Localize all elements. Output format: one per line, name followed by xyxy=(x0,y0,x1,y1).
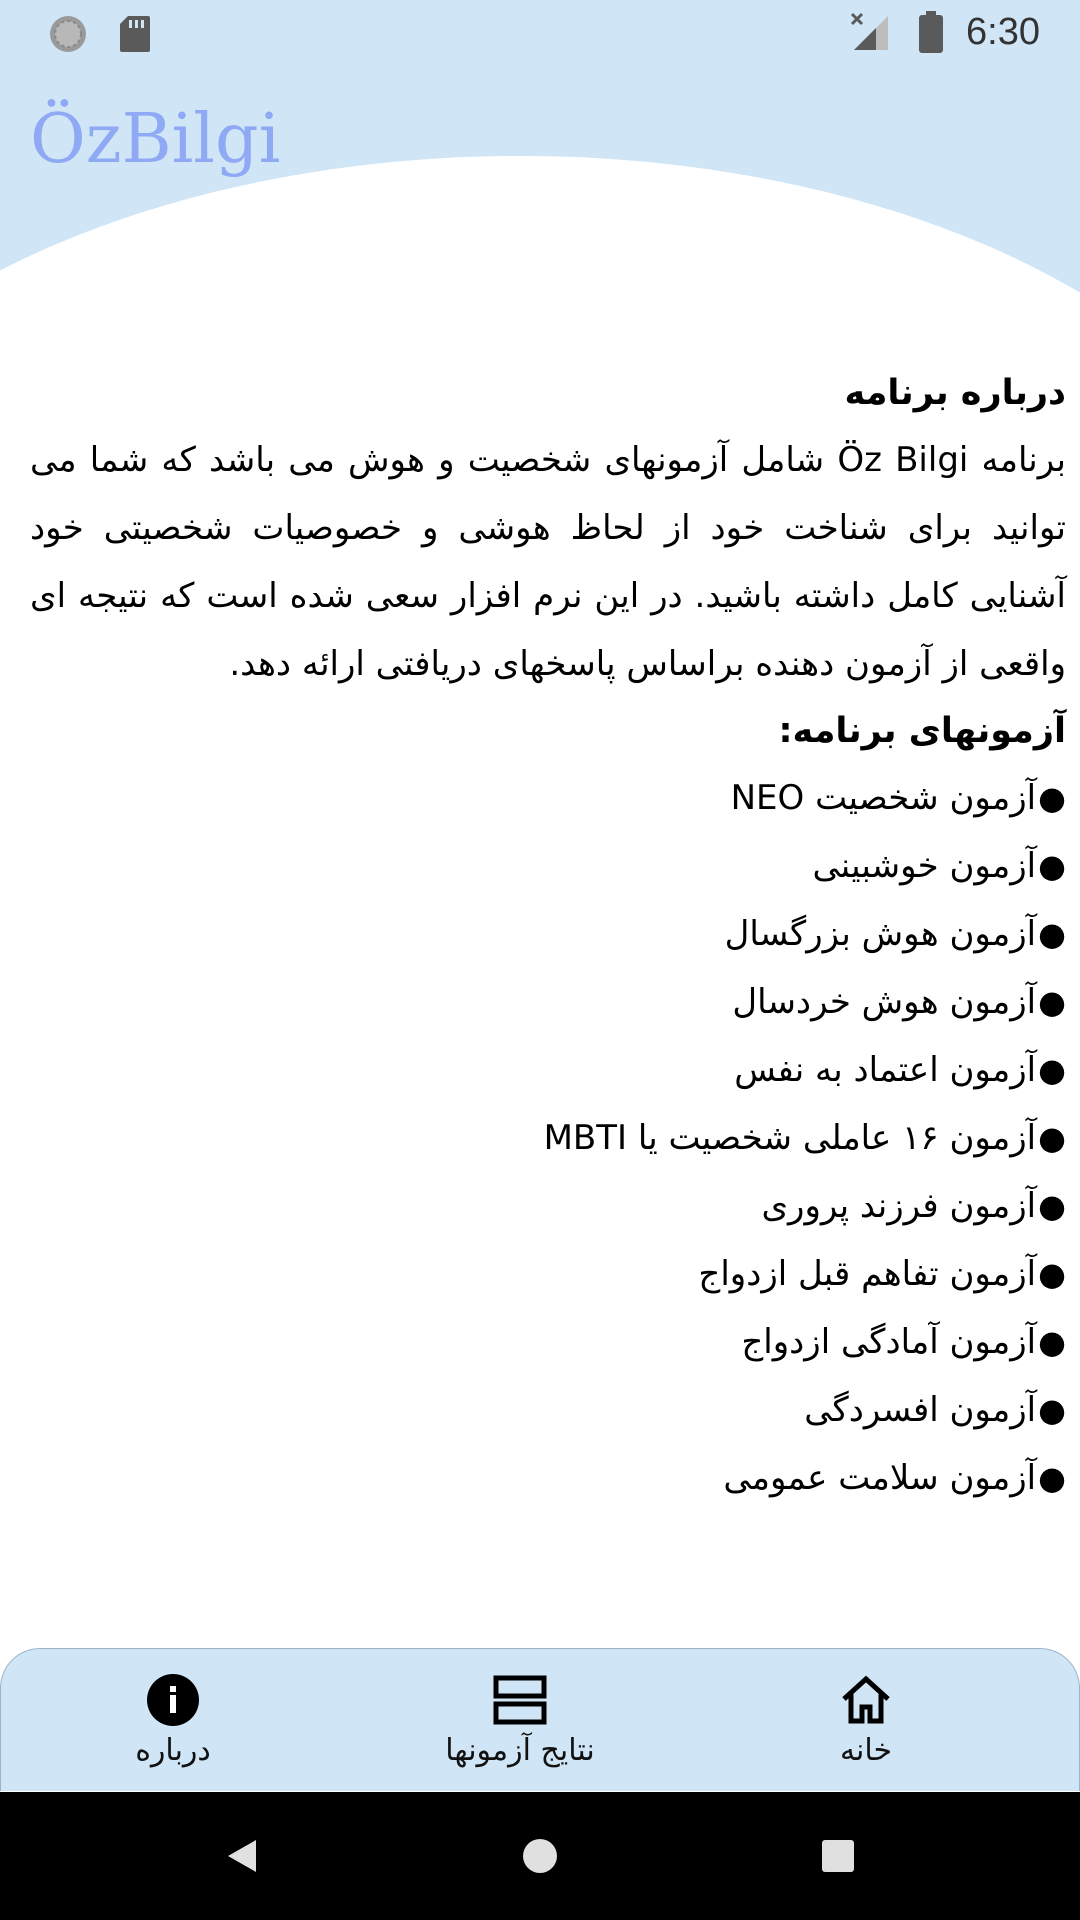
test-name: آزمون ۱۶ عاملی شخصیت یا MBTI xyxy=(543,1118,1037,1158)
signal-icon xyxy=(850,12,890,52)
bullet-icon: ● xyxy=(1038,1187,1066,1225)
test-name: آزمون آمادگی ازدواج xyxy=(741,1322,1037,1362)
status-right-icons xyxy=(850,8,1040,56)
test-name: آزمون شخصیت NEO xyxy=(730,778,1037,818)
test-name: آزمون تفاهم قبل ازدواج xyxy=(698,1254,1037,1294)
test-name: آزمون سلامت عمومی xyxy=(723,1458,1037,1498)
back-icon[interactable] xyxy=(222,1836,262,1876)
bullet-icon: ● xyxy=(1038,1255,1066,1293)
list-item xyxy=(30,1376,1066,1444)
bullet-icon: ● xyxy=(1038,1459,1066,1497)
list-item xyxy=(30,900,1066,968)
about-paragraph: برنامه Öz Bilgi شامل آزمونهای شخصیت و هوش می باشد که شما می توانید برای شناخت خود از لحاظ هوشی و خصوصیات شخصیتی خود آشنایی کامل داشته باشید. در این نرم افزار سعی شده است که نتیجه ای واقعی از آزمون دهنده براساس پاسخهای دریافتی ارائه دهد. xyxy=(30,440,1066,684)
status-bar xyxy=(0,0,1080,64)
sd-card-icon xyxy=(118,14,152,54)
tests-list xyxy=(30,764,1066,1512)
list-item xyxy=(30,1036,1066,1104)
nav-label-about: درباره xyxy=(135,1733,211,1768)
list-item xyxy=(30,1308,1066,1376)
test-name: آزمون فرزند پروری xyxy=(761,1186,1037,1226)
list-item xyxy=(30,1240,1066,1308)
status-left-icons xyxy=(48,14,152,54)
test-name: آزمون هوش بزرگسال xyxy=(724,914,1037,954)
header-arc xyxy=(0,156,1080,380)
recents-icon[interactable] xyxy=(818,1836,858,1876)
home-icon xyxy=(839,1675,893,1725)
list-item xyxy=(30,764,1066,832)
tests-heading: آزمونهای برنامه: xyxy=(778,711,1066,751)
app-title: ÖzBilgi xyxy=(30,100,281,179)
bullet-icon: ● xyxy=(1038,847,1066,885)
about-heading: درباره برنامه xyxy=(844,373,1066,413)
bullet-icon: ● xyxy=(1038,779,1066,817)
bullet-icon: ● xyxy=(1038,1391,1066,1429)
bottom-navigation xyxy=(0,1648,1080,1791)
nav-item-results[interactable] xyxy=(400,1673,640,1783)
test-name: آزمون اعتماد به نفس xyxy=(734,1050,1037,1090)
sync-icon xyxy=(48,14,88,54)
battery-icon xyxy=(918,11,944,53)
list-item xyxy=(30,1104,1066,1172)
nav-label-home: خانه xyxy=(839,1733,893,1768)
test-name: آزمون خوشبینی xyxy=(812,846,1037,886)
test-name: آزمون افسردگی xyxy=(804,1390,1037,1430)
home-circle-icon[interactable] xyxy=(520,1836,560,1876)
list-item xyxy=(30,968,1066,1036)
about-content xyxy=(30,360,1066,1512)
status-time: 6:30 xyxy=(966,10,1040,53)
system-navigation-bar xyxy=(0,1792,1080,1920)
bullet-icon: ● xyxy=(1038,1119,1066,1157)
list-item xyxy=(30,832,1066,900)
bullet-icon: ● xyxy=(1038,1323,1066,1361)
nav-label-results: نتایج آزمونها xyxy=(445,1733,595,1768)
nav-item-home[interactable] xyxy=(746,1673,986,1783)
view-agenda-icon xyxy=(493,1675,547,1725)
list-item xyxy=(30,1444,1066,1512)
bullet-icon: ● xyxy=(1038,915,1066,953)
info-icon xyxy=(146,1673,200,1727)
bullet-icon: ● xyxy=(1038,983,1066,1021)
test-name: آزمون هوش خردسال xyxy=(732,982,1037,1022)
nav-item-about[interactable] xyxy=(53,1673,293,1783)
bullet-icon: ● xyxy=(1038,1051,1066,1089)
list-item xyxy=(30,1172,1066,1240)
